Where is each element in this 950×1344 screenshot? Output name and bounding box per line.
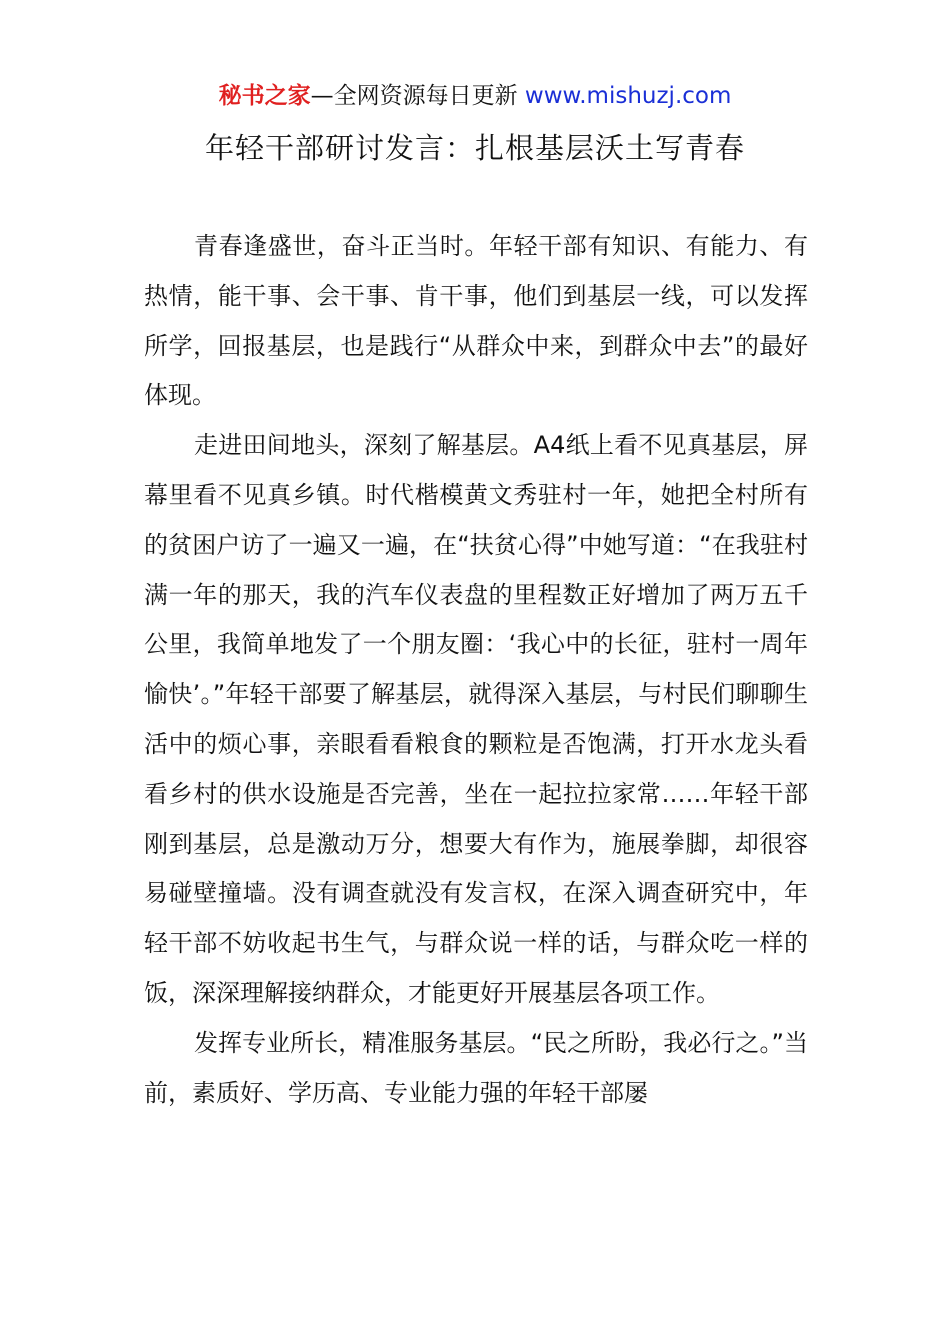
site-url-link[interactable]: www.mishuzj.com — [524, 83, 732, 109]
paragraph-2: 走进田间地头，深刻了解基层。A4纸上看不见真基层，屏幕里看不见真乡镇。时代楷模黄文秀驻村一年，她把全村所有的贫困户访了一遍又一遍，在“扶贫心得”中她写道：“在我驻村满一年的那天，我的汽车仪表盘的里程数正好增加了两万五千公里，我简单地发了一个朋友圈：‘我心中的长征，驻村一周年愉快’。”年轻干部要了解基层，就得深入基层，与村民们聊聊生活中的烦心事，亲眼看看粮食的颗粒是否饱满，打开水龙头看看乡村的供水设施是否完善，坐在一起拉拉家常……年轻干部刚到基层，总是激动万分，想要大有作为，施展拳脚，却很容易碰壁撞墙。没有调查就没有发言权，在深入调查研究中，年轻干部不妨收起书生气，与群众说一样的话，与群众吃一样的饭，深深理解接纳群众，才能更好开展基层各项工作。 — [144, 431, 808, 1007]
paragraph-1: 青春逢盛世，奋斗正当时。年轻干部有知识、有能力、有热情，能干事、会干事、肯干事，他们到基层一线，可以发挥所学，回报基层，也是践行“从群众中来，到群众中去”的最好体现。 — [144, 232, 808, 410]
document-title: 年轻干部研讨发言：扎根基层沃土写青春 — [204, 131, 745, 165]
paragraph-3: 发挥专业所长，精准服务基层。“民之所盼，我必行之。”当前，素质好、学历高、专业能力强的年轻干部屡 — [144, 1028, 808, 1107]
site-brand: 秘书之家 — [218, 83, 311, 109]
document-body — [144, 222, 808, 1118]
site-tagline: —全网资源每日更新 — [310, 83, 525, 109]
site-header — [0, 80, 950, 112]
